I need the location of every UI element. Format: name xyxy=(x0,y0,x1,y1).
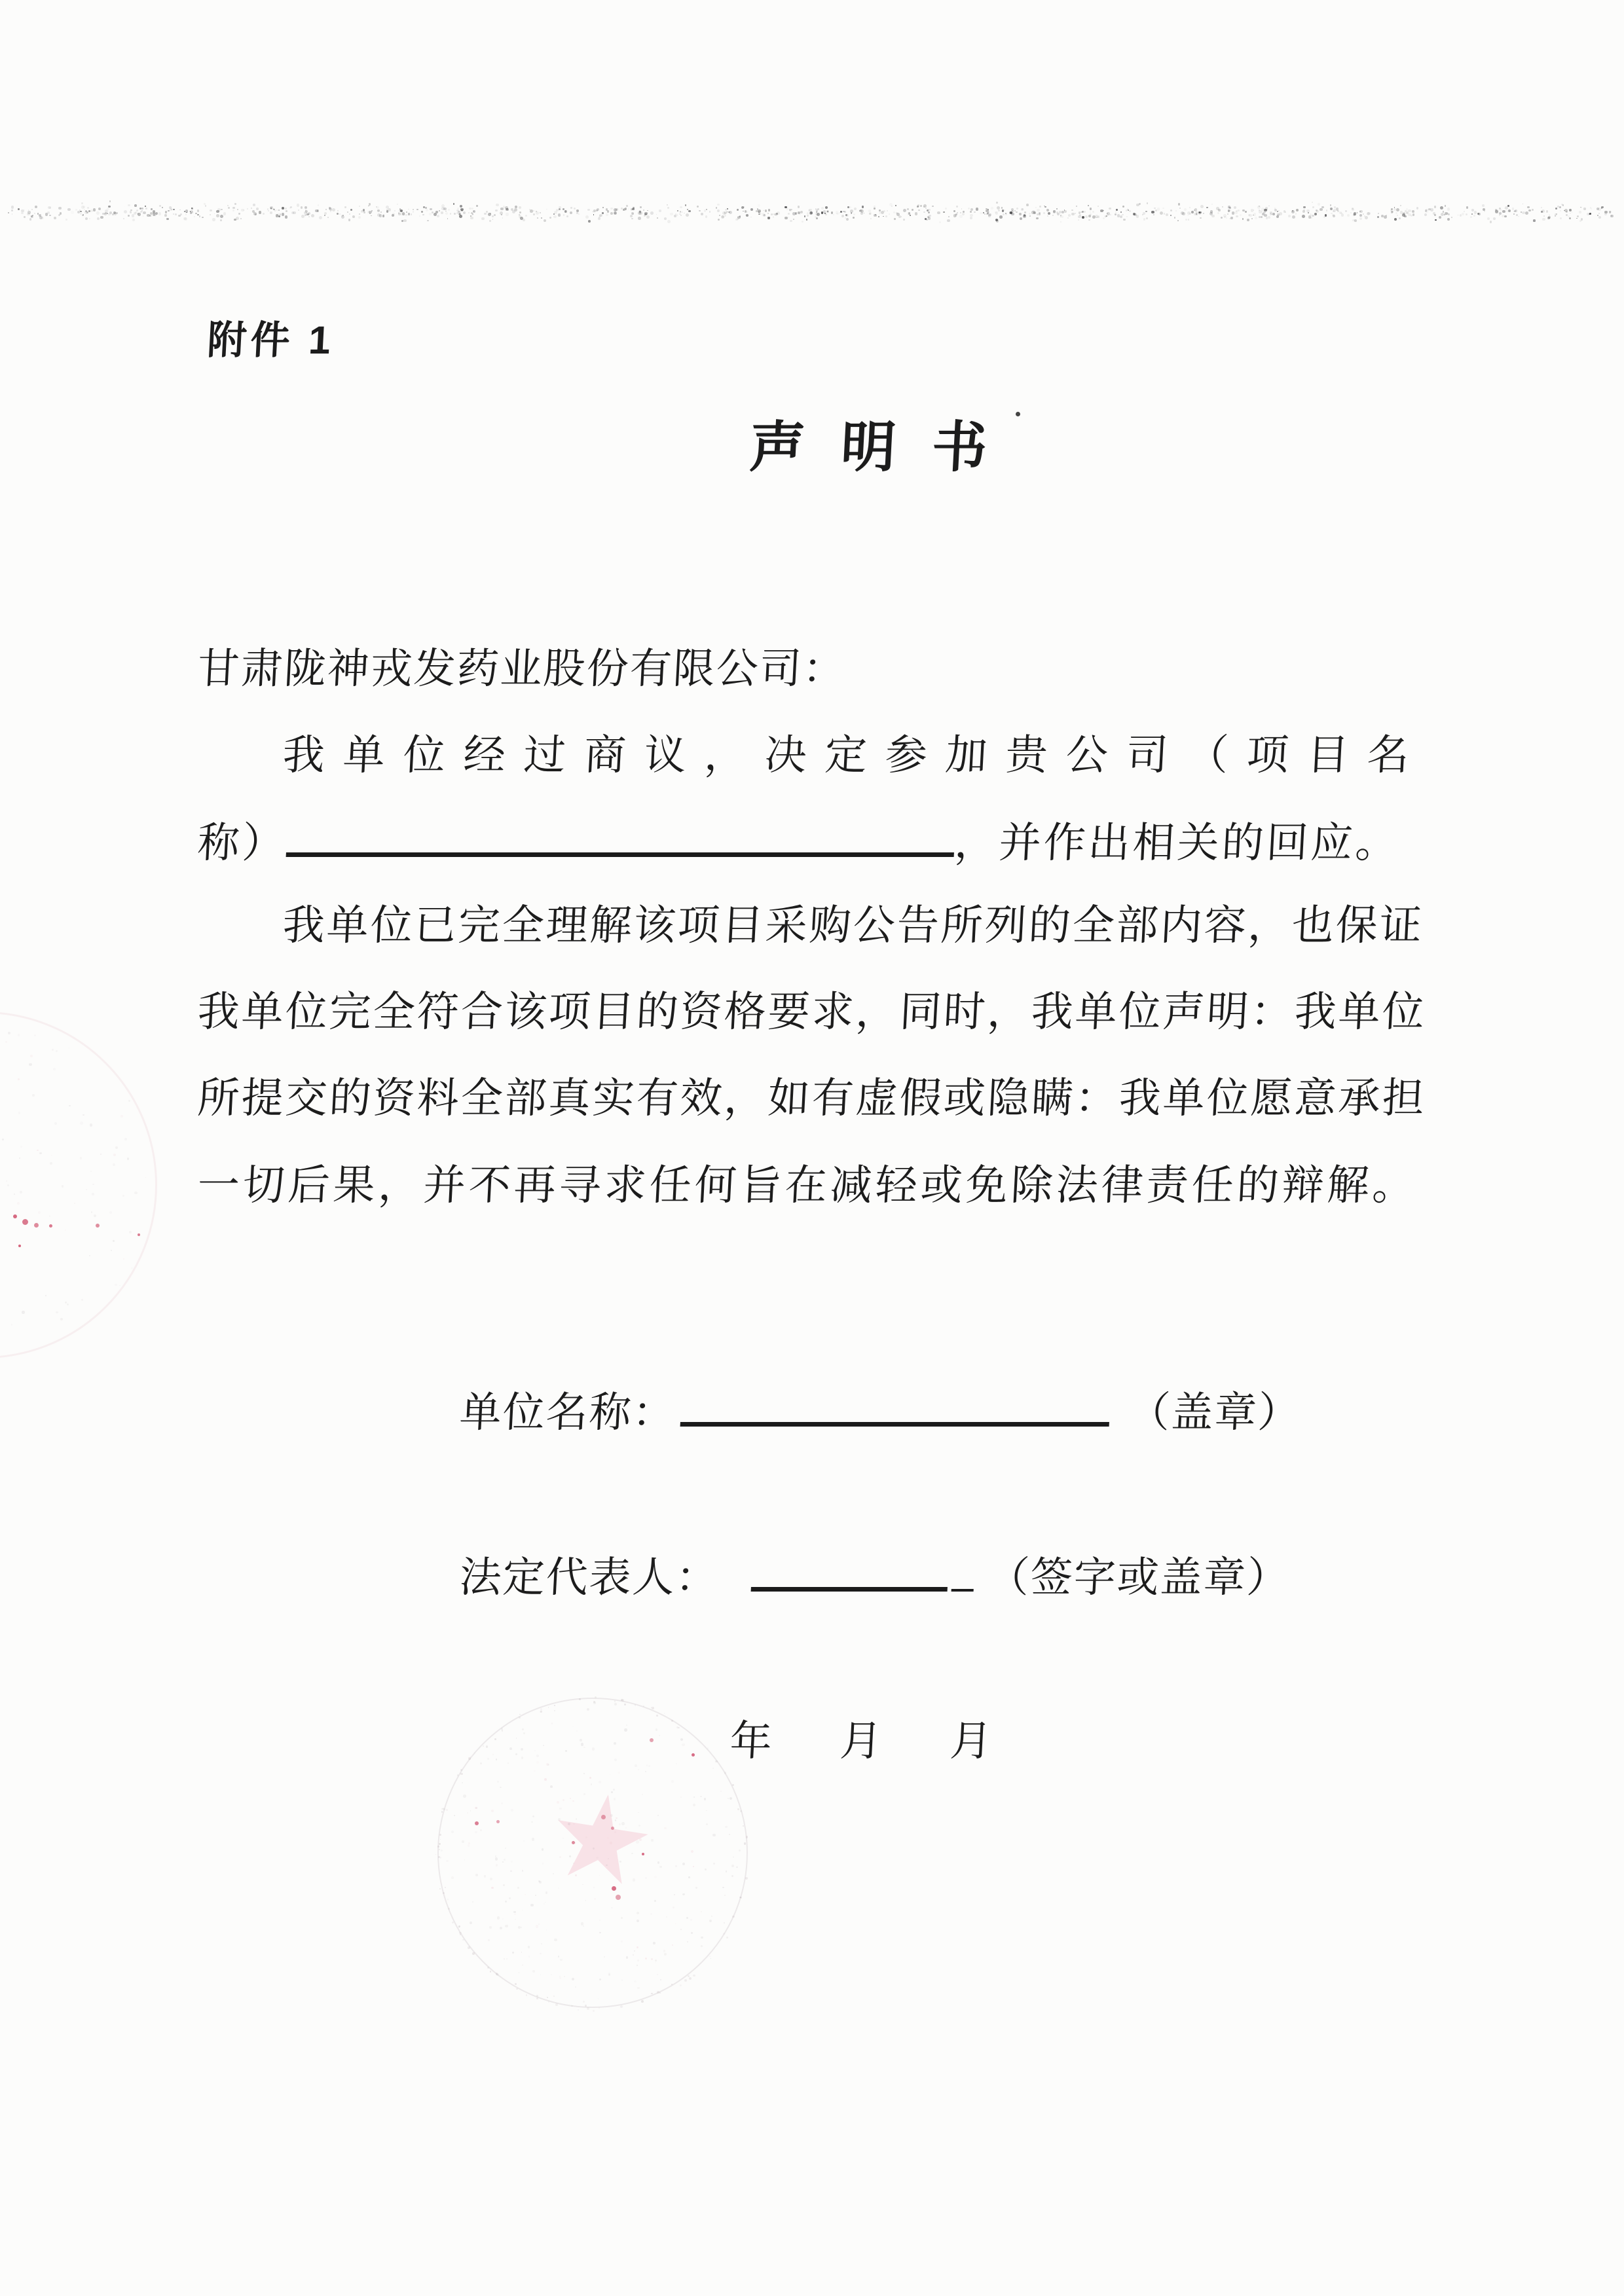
scan-noise-band xyxy=(7,195,1615,228)
attachment-label: 附件 1 xyxy=(206,318,336,362)
left-edge-stamp xyxy=(0,1011,157,1358)
page-title: 声明书 xyxy=(748,416,1025,478)
salutation-line: 甘肃陇神戎发药业股份有限公司： xyxy=(196,646,847,692)
body-line: 我单位完全符合该项目的资格要求，同时，我单位声明：我单位 xyxy=(196,989,1428,1035)
legal-representative-line xyxy=(458,1554,1291,1599)
body-line-prefix: 称） xyxy=(196,820,288,866)
body-line: 我单位经过商议，决定参加贵公司（项目名 xyxy=(281,732,1429,778)
seal-note: （盖章） xyxy=(1126,1389,1302,1436)
body-line: 一切后果，并不再寻求任何旨在减轻或免除法律责任的辩解。 xyxy=(196,1162,1419,1209)
company-name-blank-underline xyxy=(680,1389,1111,1427)
signature-or-seal-note: （签字或盖章） xyxy=(986,1554,1291,1601)
date-line: 年 月 月 xyxy=(728,1718,1006,1764)
body-line-suffix: ，并作出相关的回应。 xyxy=(953,820,1401,866)
body-line: 我单位已完全理解该项目采购公告所列的全部内容，也保证 xyxy=(281,902,1425,949)
company-name-line xyxy=(458,1389,1302,1434)
company-name-label: 单位名称： xyxy=(458,1389,677,1436)
project-name-blank-underline xyxy=(286,820,956,857)
legal-representative-blank-underline xyxy=(751,1554,950,1592)
body-line: 所提交的资料全部真实有效，如有虚假或隐瞒：我单位愿意承担 xyxy=(196,1075,1428,1121)
ink-speck xyxy=(1016,412,1020,416)
legal-representative-blank-underline-tail xyxy=(951,1556,976,1592)
body-line xyxy=(196,820,1401,864)
legal-representative-label: 法定代表人： xyxy=(458,1554,720,1601)
